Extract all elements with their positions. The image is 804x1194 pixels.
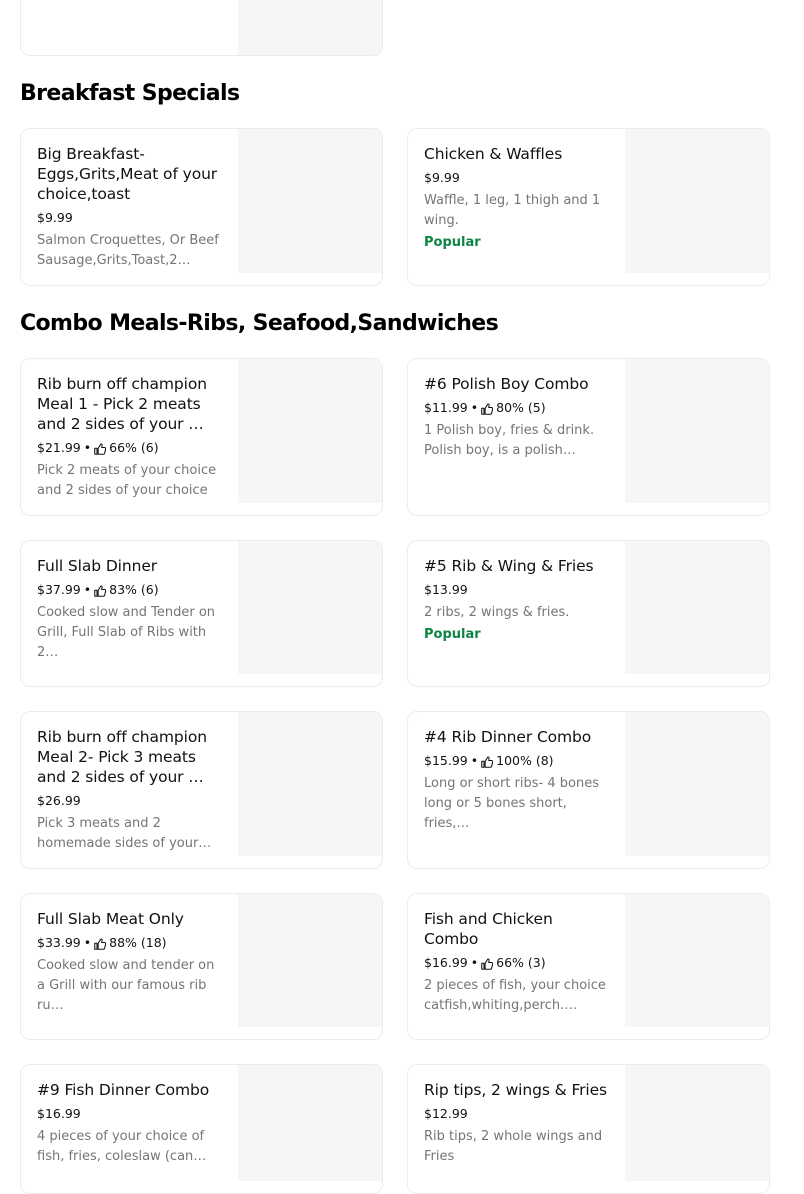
item-price: $13.99 [424, 582, 468, 597]
item-description: Salmon Croquettes, Or Beef Sausage,Grits,Toast,2… [37, 233, 219, 268]
item-rating: 83% (6) [109, 582, 159, 597]
separator-dot: • [470, 753, 479, 768]
item-price: $12.99 [424, 1106, 468, 1121]
item-name: Big Breakfast-Eggs,Grits,Meat of your choice,toast [37, 145, 218, 203]
popular-badge: Popular [424, 235, 481, 250]
item-name: Full Slab Meat Only [37, 910, 184, 928]
item-description: 2 ribs, 2 wings & fries. [424, 605, 570, 620]
section-title-breakfast: Breakfast Specials [20, 81, 240, 106]
menu-item-card[interactable] [407, 358, 770, 516]
item-name: #9 Fish Dinner Combo [37, 1081, 210, 1099]
menu-item-card[interactable] [407, 128, 770, 286]
item-rating: 66% (3) [496, 955, 546, 970]
item-price: $9.99 [37, 210, 73, 225]
separator-dot: • [83, 582, 92, 597]
item-name: Rip tips, 2 wings & Fries [424, 1081, 608, 1099]
menu-item-card[interactable] [20, 128, 383, 286]
menu-item-image [625, 129, 770, 273]
item-meta [37, 792, 223, 810]
item-meta [424, 581, 610, 599]
item-rating: 88% (18) [109, 935, 167, 950]
item-meta [424, 752, 610, 770]
item-description: Rib tips, 2 whole wings and Fries [424, 1129, 603, 1164]
menu-item-card[interactable] [407, 893, 770, 1040]
menu-item-image [238, 541, 383, 674]
menu-item-card[interactable] [407, 711, 770, 869]
item-meta [37, 209, 223, 227]
menu-item-card[interactable] [20, 711, 383, 869]
item-meta [37, 581, 223, 599]
item-price: $9.99 [424, 170, 460, 185]
item-meta [424, 1105, 610, 1123]
thumbs-up-icon [481, 755, 493, 767]
item-description: Cooked slow and tender on a Grill with our famous rib ru… [37, 958, 215, 1013]
separator-dot: • [470, 955, 479, 970]
menu-item-image [238, 894, 383, 1027]
item-price: $21.99 [37, 440, 81, 455]
item-description: Long or short ribs- 4 bones long or 5 bones short, fries,… [424, 776, 599, 831]
menu-item-image [625, 712, 770, 856]
menu-item-image [238, 1065, 383, 1181]
menu-item-image [238, 712, 383, 856]
item-price: $16.99 [424, 955, 468, 970]
menu-item-card-partial[interactable] [20, 0, 383, 56]
separator-dot: • [83, 440, 92, 455]
separator-dot: • [83, 935, 92, 950]
thumbs-up-icon [481, 957, 493, 969]
item-description: Cooked slow and Tender on Grill, Full Slab of Ribs with 2… [37, 605, 216, 660]
item-price: $16.99 [37, 1106, 81, 1121]
menu-item-image [625, 894, 770, 1027]
item-meta [424, 399, 610, 417]
item-price: $15.99 [424, 753, 468, 768]
item-price: $26.99 [37, 793, 81, 808]
item-name: Fish and Chicken Combo [424, 910, 553, 948]
menu-item-image [625, 359, 770, 503]
menu-item-card[interactable] [20, 893, 383, 1040]
item-meta [424, 954, 610, 972]
item-name: Rib burn off champion Meal 2- Pick 3 meats and 2 sides of your … [37, 728, 207, 786]
item-price: $37.99 [37, 582, 81, 597]
item-meta [424, 169, 610, 187]
item-meta [37, 934, 223, 952]
item-meta [37, 1105, 223, 1123]
item-price: $11.99 [424, 400, 468, 415]
menu-item-image [238, 0, 383, 55]
menu-item-card[interactable] [407, 1064, 770, 1194]
item-name: Rib burn off champion Meal 1 - Pick 2 meats and 2 sides of your … [37, 375, 207, 433]
separator-dot: • [470, 400, 479, 415]
thumbs-up-icon [94, 937, 106, 949]
item-description: Waffle, 1 leg, 1 thigh and 1 wing. [424, 193, 601, 228]
item-rating: 80% (5) [496, 400, 546, 415]
menu-item-card[interactable] [407, 540, 770, 687]
item-description: Pick 3 meats and 2 homemade sides of your… [37, 816, 212, 851]
menu-item-image [238, 129, 383, 273]
item-rating: 100% (8) [496, 753, 554, 768]
menu-item-card[interactable] [20, 540, 383, 687]
menu-item-card[interactable] [20, 1064, 383, 1194]
item-name: #5 Rib & Wing & Fries [424, 557, 594, 575]
menu-item-card[interactable] [20, 358, 383, 516]
thumbs-up-icon [94, 584, 106, 596]
item-description: 2 pieces of fish, your choice catfish,whiting,perch.… [424, 978, 606, 1013]
item-name: Full Slab Dinner [37, 557, 158, 575]
item-description: 4 pieces of your choice of fish, fries, coleslaw (can… [37, 1129, 207, 1164]
thumbs-up-icon [94, 442, 106, 454]
item-name: Chicken & Waffles [424, 145, 563, 163]
menu-item-image [238, 359, 383, 503]
thumbs-up-icon [481, 402, 493, 414]
item-description: 1 Polish boy, fries & drink. Polish boy, is a polish… [424, 423, 595, 458]
item-meta [37, 439, 223, 457]
item-rating: 66% (6) [109, 440, 159, 455]
popular-badge: Popular [424, 627, 481, 642]
item-price: $33.99 [37, 935, 81, 950]
item-name: #6 Polish Boy Combo [424, 375, 589, 393]
item-name: #4 Rib Dinner Combo [424, 728, 592, 746]
menu-item-image [625, 1065, 770, 1181]
menu-item-image [625, 541, 770, 674]
item-description: Pick 2 meats of your choice and 2 sides of your choice [37, 463, 217, 498]
section-title-combo-meals: Combo Meals-Ribs, Seafood,Sandwiches [20, 311, 499, 336]
